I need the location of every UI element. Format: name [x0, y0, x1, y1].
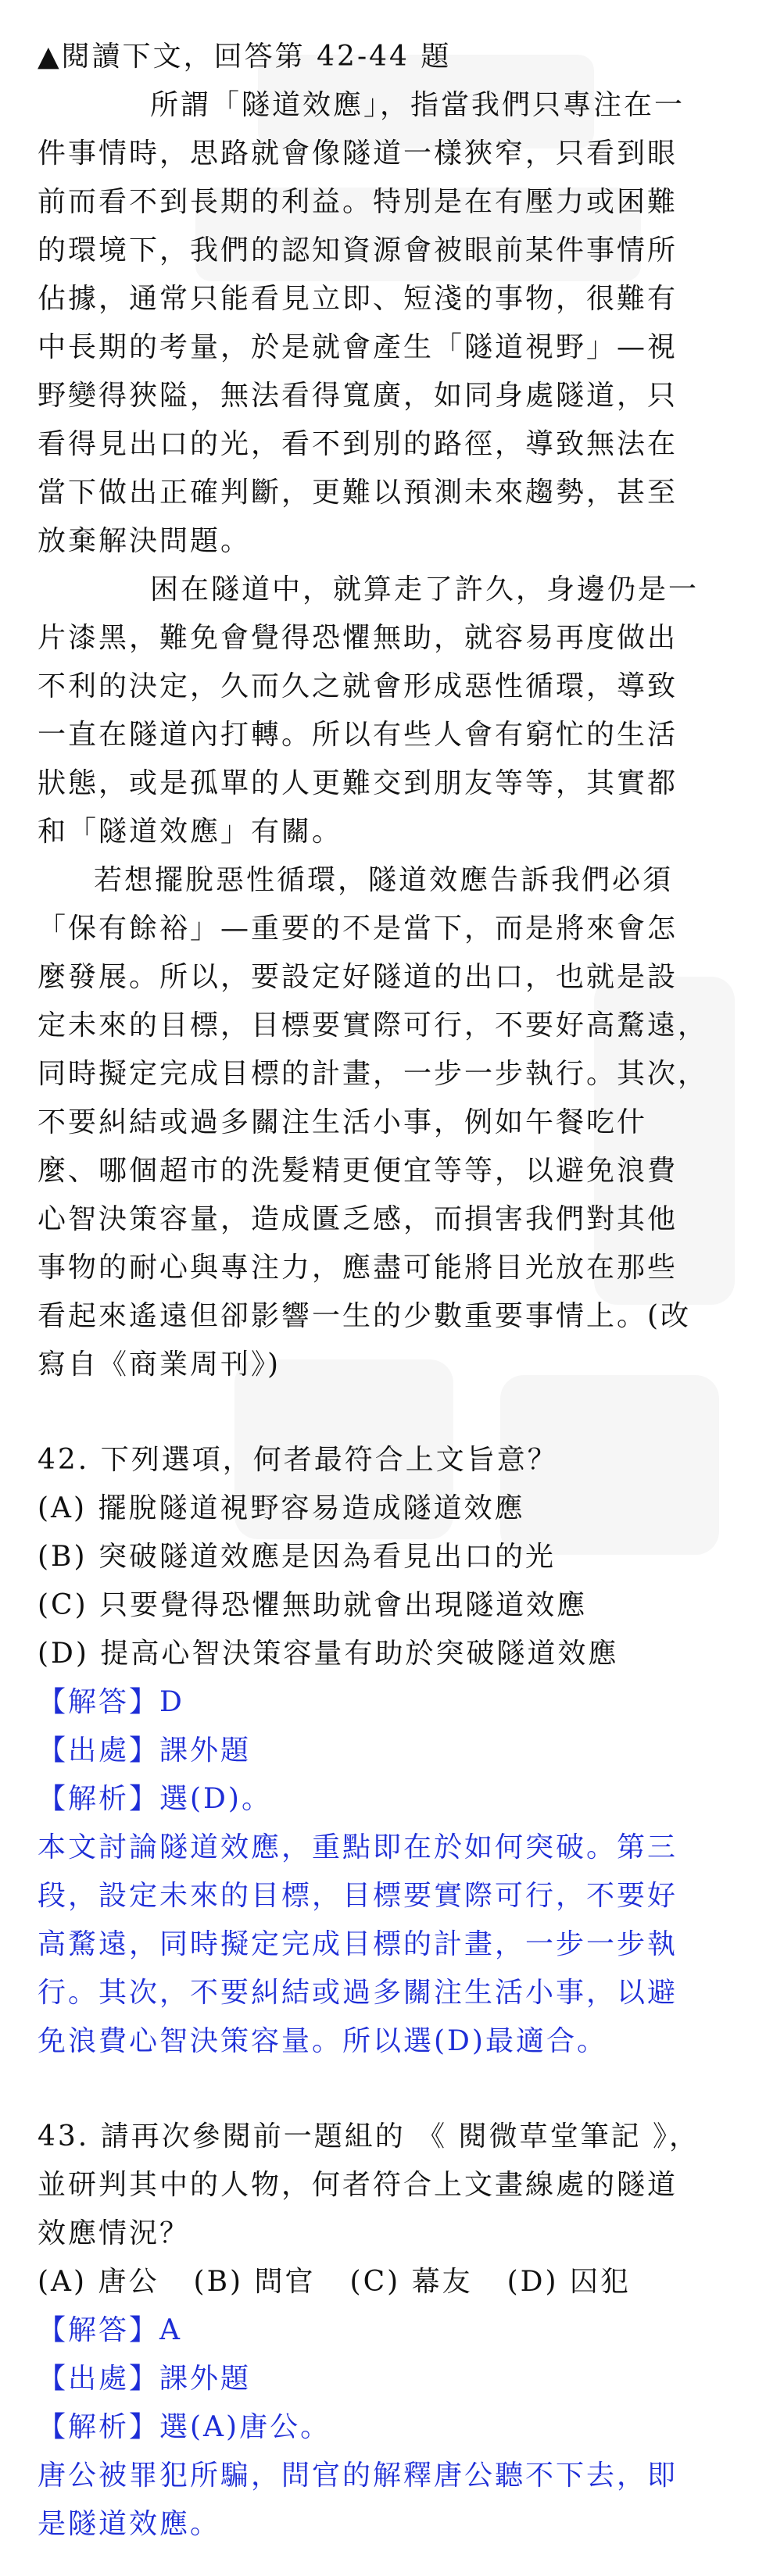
text-line: 片漆黑，難免會覺得恐懼無助，就容易再度做出 [38, 622, 678, 654]
text-line: 是隧道效應。 [38, 2508, 221, 2540]
text-line: 本文討論隧道效應，重點即在於如何突破。第三 [38, 1831, 678, 1863]
analysis-line: 【解析】選(D)。 [38, 1783, 272, 1815]
question-stem: 並研判其中的人物，何者符合上文畫線處的隧道 [38, 2169, 678, 2201]
option-b: (B) 問官 [193, 2266, 316, 2298]
option-a: (A) 擺脫隧道視野容易造成隧道效應 [38, 1492, 525, 1524]
text-line: 看起來遙遠但卻影響一生的少數重要事情上。(改 [38, 1300, 692, 1332]
question-stem: 效應情況？ [38, 2217, 191, 2249]
text-line: 件事情時，思路就會像隧道一樣狹窄，只看到眼 [38, 138, 678, 170]
option-b: (B) 突破隧道效應是因為看見出口的光 [38, 1541, 556, 1573]
text-line: 不要糾結或過多關注生活小事，例如午餐吃什 [38, 1106, 648, 1138]
text-line: 定未來的目標，目標要實際可行，不要好高騖遠， [38, 1009, 709, 1041]
text-line: 段，設定未來的目標，目標要實際可行，不要好 [38, 1880, 678, 1912]
text-line: 不利的決定，久而久之就會形成惡性循環，導致 [38, 670, 678, 702]
text-line: 一直在隧道內打轉。所以有些人會有窮忙的生活 [38, 719, 678, 751]
explanation [38, 2452, 733, 2549]
text-line: 同時擬定完成目標的計畫，一步一步執行。其次， [38, 1058, 709, 1090]
text-line: 「保有餘裕」—重要的不是當下，而是將來會怎 [38, 913, 678, 945]
option-c: (C) 只要覺得恐懼無助就會出現隧道效應 [38, 1589, 588, 1621]
option-c: (C) 幕友 [349, 2266, 473, 2298]
text-line: 的環境下，我們的認知資源會被眼前某件事情所 [38, 234, 678, 266]
options-row [38, 2258, 733, 2306]
source-line: 【出處】課外題 [38, 2363, 252, 2395]
spacer [38, 2066, 733, 2113]
passage-paragraph-1 [38, 81, 733, 566]
section-heading: ▲閱讀下文，回答第 42-44 題 [38, 41, 452, 73]
text-line: 和「隧道效應」有關。 [38, 816, 343, 848]
question-stem: 43. 請再次參閱前一題組的 《 閱微草堂筆記 》， [38, 2120, 700, 2153]
text-line: 放棄解決問題。 [38, 525, 252, 557]
question-43 [38, 2113, 733, 2549]
text-line: 麼發展。所以，要設定好隧道的出口，也就是設 [38, 961, 678, 993]
text-line: 免浪費心智決策容量。所以選(D)最適合。 [38, 2025, 607, 2057]
question-42 [38, 1436, 733, 2066]
option-a: (A) 唐公 [38, 2266, 159, 2298]
explanation [38, 1824, 733, 2066]
text-line: 狀態，或是孤單的人更難交到朋友等等，其實都 [38, 767, 678, 799]
text-line: 行。其次，不要糾結或過多關注生活小事，以避 [38, 1977, 678, 2009]
text-line: 困在隧道中，就算走了許久，身邊仍是一 [150, 573, 700, 606]
analysis-line: 【解析】選(A)唐公。 [38, 2411, 331, 2443]
document-content [38, 33, 733, 2549]
text-line: 事物的耐心與專注力，應盡可能將目光放在那些 [38, 1252, 678, 1284]
spacer [38, 1389, 733, 1436]
text-line: 若想擺脫惡性循環，隧道效應告訴我們必須 [94, 864, 674, 896]
text-line: 高騖遠，同時擬定完成目標的計畫，一步一步執 [38, 1928, 678, 1960]
text-line: 所謂「隧道效應」，指當我們只專注在一 [150, 89, 685, 121]
passage-paragraph-2 [38, 566, 733, 856]
text-line: 當下做出正確判斷，更難以預測未來趨勢，甚至 [38, 477, 678, 509]
text-line: 唐公被罪犯所騙，問官的解釋唐公聽不下去，即 [38, 2460, 678, 2492]
option-d: (D) 提高心智決策容量有助於突破隧道效應 [38, 1638, 619, 1670]
text-line: 心智決策容量，造成匱乏感，而損害我們對其他 [38, 1203, 678, 1235]
passage-paragraph-3 [38, 856, 733, 1389]
text-line: 前而看不到長期的利益。特別是在有壓力或困難 [38, 186, 678, 218]
answer-line: 【解答】A [38, 2314, 182, 2346]
text-line: 中長期的考量，於是就會產生「隧道視野」—視 [38, 331, 678, 363]
source-line: 【出處】課外題 [38, 1735, 252, 1767]
text-line: 看得見出口的光，看不到別的路徑，導致無法在 [38, 428, 678, 460]
text-line: 佔據，通常只能看見立即、短淺的事物，很難有 [38, 283, 678, 315]
text-line: 野變得狹隘，無法看得寬廣，如同身處隧道，只 [38, 380, 678, 412]
option-d: (D) 囚犯 [506, 2266, 632, 2298]
text-line: 寫自《商業周刊》) [38, 1349, 281, 1381]
text-line: 麼、哪個超市的洗髮精更便宜等等，以避免浪費 [38, 1155, 678, 1187]
answer-line: 【解答】D [38, 1686, 184, 1718]
question-stem: 42. 下列選項，何者最符合上文旨意？ [38, 1444, 558, 1476]
